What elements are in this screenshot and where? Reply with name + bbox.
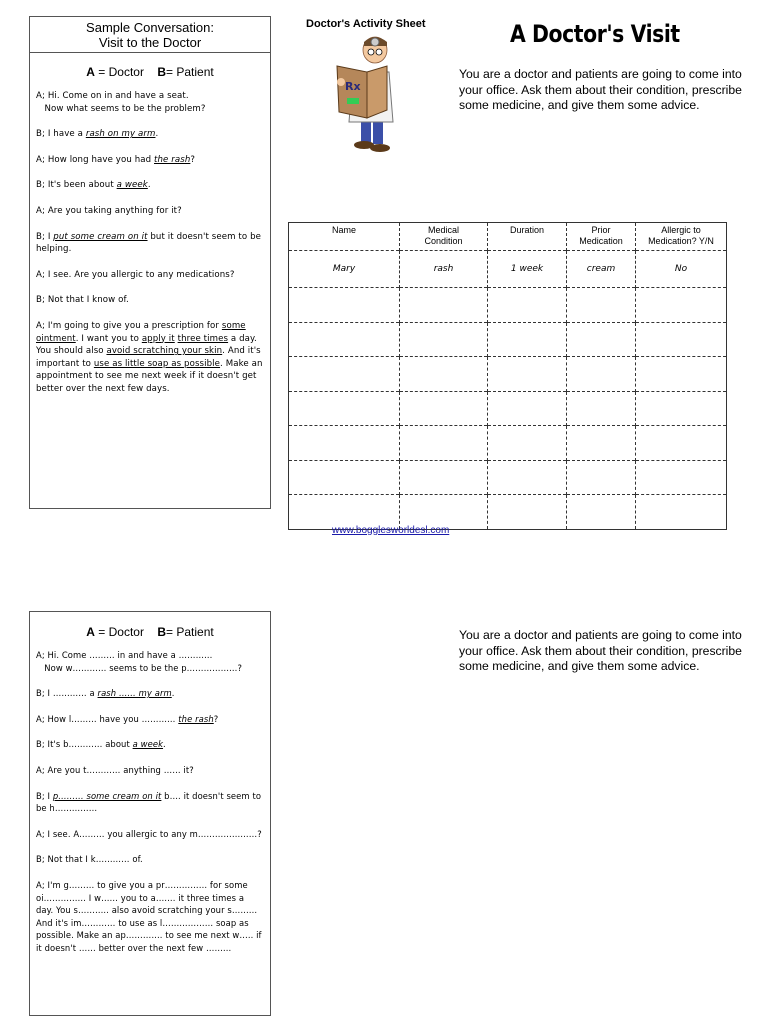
- svg-text:Rx: Rx: [345, 80, 361, 93]
- table-row: [289, 251, 727, 288]
- dialogue-line: B; It's been about a week.: [36, 180, 151, 191]
- conversation-header: [30, 17, 270, 53]
- website-link[interactable]: www.bogglesworldesl.com: [332, 525, 450, 536]
- table-cell: rash: [400, 251, 488, 288]
- dialogue-line: B; I ………… a rash …… my arm.: [36, 688, 175, 699]
- dialogue-line-final: A; I'm g……… to give you a pr…………… for some oi…………… I w…… you to a……. it three times a day. You s……….. also avoid scratching your s……… And it's im………… to use as l……………… soap as possible. Make an ap…………. to see me next w….. if it doesn't …… better over the next few ………: [36, 879, 262, 953]
- doctor-reading-icon: [331, 32, 411, 154]
- dialogue-line: A; Hi. Come on in and have a seat. Now what seems to be the problem?: [36, 91, 206, 114]
- table-header-row: [289, 223, 727, 251]
- dialogue-line: B; Not that I know of.: [36, 295, 129, 306]
- col-header-prior-medication: Prior Medication: [567, 223, 636, 251]
- table-row-empty: [289, 495, 727, 530]
- table-row-empty: [289, 426, 727, 461]
- dialogue-line: A; How long have you had the rash?: [36, 154, 196, 165]
- table-cell: cream: [567, 251, 636, 288]
- roles-legend: A = Doctor B= Patient: [86, 65, 214, 79]
- col-header-allergic: Allergic to Medication? Y/N: [636, 223, 727, 251]
- table-cell: 1 week: [488, 251, 567, 288]
- dialogue-line: B; Not that I k………… of.: [36, 854, 143, 865]
- activity-sheet-title: Doctor's Activity Sheet: [306, 18, 426, 30]
- dialogue-line: B; It's b………… about a week.: [36, 739, 166, 750]
- instructions-text-bottom: You are a doctor and patients are going to come into your office. Ask them about their condition, prescribe some medicine, and give them some advice.: [459, 628, 742, 673]
- dialogue-line: A; How l……… have you ………… the rash?: [36, 713, 219, 724]
- table-row-empty: [289, 288, 727, 323]
- dialogue-line: B; I have a rash on my arm.: [36, 129, 159, 140]
- col-header-duration: Duration: [488, 223, 567, 251]
- dialogue-line: A; I see. Are you allergic to any medications?: [36, 269, 235, 280]
- table-cell: No: [636, 251, 727, 288]
- instructions-text: You are a doctor and patients are going to come into your office. Ask them about their condition, prescribe some medicine, and give them some advice.: [459, 67, 742, 112]
- dialogue-line: B; I put some cream on it but it doesn't seem to be helping.: [36, 231, 262, 255]
- conversation-title-line2: Visit to the Doctor: [98, 35, 202, 50]
- dialogue: [30, 90, 270, 396]
- dialogue-line: A; Are you taking anything for it?: [36, 205, 182, 216]
- dialogue-line: A; I see. A……… you allergic to any m…………………?: [36, 828, 262, 839]
- table-row-empty: [289, 460, 727, 495]
- table-row-empty: [289, 391, 727, 426]
- dialogue-line: B; I p……… some cream on it b…. it doesn't seem to be h……………: [36, 790, 262, 814]
- fill-in-conversation-box: [29, 611, 271, 1016]
- dialogue-line: A; Hi. Come ……… in and have a ………… Now w………… seems to be the p………………?: [36, 650, 243, 673]
- col-header-name: Name: [289, 223, 400, 251]
- table-row-empty: [289, 322, 727, 357]
- col-header-condition: Medical Condition: [400, 223, 488, 251]
- table-row-empty: [289, 357, 727, 392]
- sample-conversation-box: [29, 16, 271, 509]
- main-title: A Doctor's Visit: [510, 20, 680, 48]
- patient-table: [288, 222, 727, 530]
- conversation-title-line1: Sample Conversation:: [86, 20, 214, 35]
- roles-legend-bottom: A = Doctor B= Patient: [86, 625, 214, 639]
- dialogue-line: A; Are you t………… anything …… it?: [36, 764, 194, 775]
- dialogue-line-final: A; I'm going to give you a prescription for some ointment. I want you to apply it three times a day. You should also avoid scratching your skin. And it's important to use as little soap as possible. Make an appointment to see me next week if it doesn't get better over the next few days.: [36, 320, 263, 394]
- fill-in-dialogue: [30, 649, 270, 955]
- table-cell: Mary: [289, 251, 400, 288]
